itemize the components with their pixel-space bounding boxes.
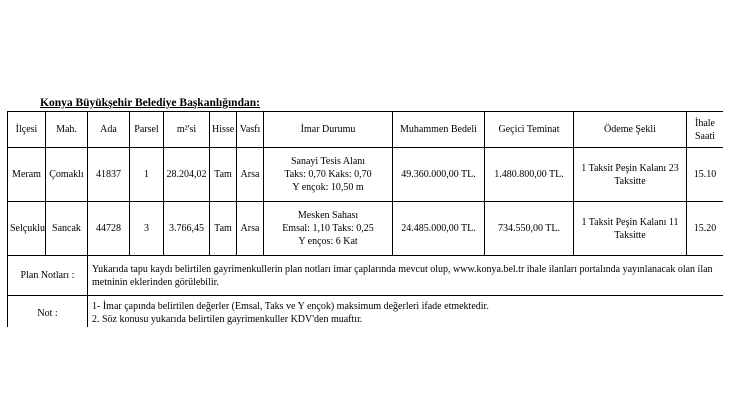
cell-gecici-teminat: 1.480.800,00 TL. bbox=[485, 148, 574, 202]
header-muhammen-bedeli: Muhammen Bedeli bbox=[393, 112, 485, 148]
cell-ada: 41837 bbox=[88, 148, 130, 202]
header-odeme-sekli: Ödeme Şekli bbox=[574, 112, 687, 148]
header-hisse: Hisse bbox=[210, 112, 237, 148]
imar-line: Y enços: 6 Kat bbox=[298, 236, 358, 247]
plan-notes-label: Plan Notları : bbox=[8, 256, 88, 296]
table-row bbox=[8, 202, 724, 256]
tender-table-wrapper bbox=[7, 111, 723, 327]
cell-ilce: Meram bbox=[8, 148, 46, 202]
tender-table bbox=[7, 111, 723, 327]
header-parsel: Parsel bbox=[130, 112, 164, 148]
notes-label: Not : bbox=[8, 296, 88, 328]
plan-notes-row bbox=[8, 256, 724, 296]
cell-ilce: Selçuklu bbox=[8, 202, 46, 256]
cell-ada: 44728 bbox=[88, 202, 130, 256]
cell-m2: 28.204,02 bbox=[164, 148, 210, 202]
cell-odeme-sekli: 1 Taksit Peşin Kalanı 23 Taksitte bbox=[574, 148, 687, 202]
header-vasfi: Vasfı bbox=[237, 112, 264, 148]
header-ihale-saati: İhale Saati bbox=[687, 112, 724, 148]
imar-line: Mesken Sahası bbox=[297, 210, 359, 221]
cell-vasfi: Arsa bbox=[237, 202, 264, 256]
cell-parsel: 3 bbox=[130, 202, 164, 256]
imar-line: Emsal: 1,10 Taks: 0,25 bbox=[282, 223, 374, 234]
cell-parsel: 1 bbox=[130, 148, 164, 202]
cell-m2: 3.766,45 bbox=[164, 202, 210, 256]
cell-muhammen-bedeli: 49.360.000,00 TL. bbox=[393, 148, 485, 202]
cell-mahalle: Sancak bbox=[46, 202, 88, 256]
header-m2: m²'si bbox=[164, 112, 210, 148]
cell-mahalle: Çomaklı bbox=[46, 148, 88, 202]
cell-muhammen-bedeli: 24.485.000,00 TL. bbox=[393, 202, 485, 256]
plan-notes-body: Yukarıda tapu kaydı belirtilen gayrimenkullerin plan notları imar çaplarında mevcut olup, www.konya.bel.tr ihale ilanları portalında yayınlanacak olan ilan metninin eklerinden görülebilir. bbox=[92, 263, 713, 288]
cell-imar-durumu bbox=[264, 202, 393, 256]
cell-imar-durumu bbox=[264, 148, 393, 202]
notes-text bbox=[88, 296, 724, 328]
header-mahalle: Mah. bbox=[46, 112, 88, 148]
cell-hisse: Tam bbox=[210, 202, 237, 256]
imar-line: Sanayi Tesis Alanı bbox=[290, 156, 366, 167]
header-row bbox=[8, 112, 724, 148]
table-row bbox=[8, 148, 724, 202]
plan-notes-text bbox=[88, 256, 724, 296]
cell-vasfi: Arsa bbox=[237, 148, 264, 202]
header-ilcesi: İlçesi bbox=[8, 112, 46, 148]
cell-hisse: Tam bbox=[210, 148, 237, 202]
cell-ihale-saati: 15.10 bbox=[687, 148, 724, 202]
header-ada: Ada bbox=[88, 112, 130, 148]
note-line: 2. Söz konusu yukarıda belirtilen gayrimenkuller KDV'den muaftır. bbox=[92, 314, 363, 325]
notes-row bbox=[8, 296, 724, 328]
imar-line: Taks: 0,70 Kaks: 0,70 bbox=[284, 169, 372, 180]
imar-line: Y ençok: 10,50 m bbox=[292, 182, 364, 193]
header-imar-durumu: İmar Durumu bbox=[264, 112, 393, 148]
cell-odeme-sekli: 1 Taksit Peşin Kalanı 11 Taksitte bbox=[574, 202, 687, 256]
page-heading: Konya Büyükşehir Belediye Başkanlığından: bbox=[40, 97, 260, 109]
cell-gecici-teminat: 734.550,00 TL. bbox=[485, 202, 574, 256]
note-line: 1- İmar çapında belirtilen değerler (Emsal, Taks ve Y ençok) maksimum değerleri ifade etmektedir. bbox=[92, 301, 489, 312]
cell-ihale-saati: 15.20 bbox=[687, 202, 724, 256]
header-gecici-teminat: Geçici Teminat bbox=[485, 112, 574, 148]
